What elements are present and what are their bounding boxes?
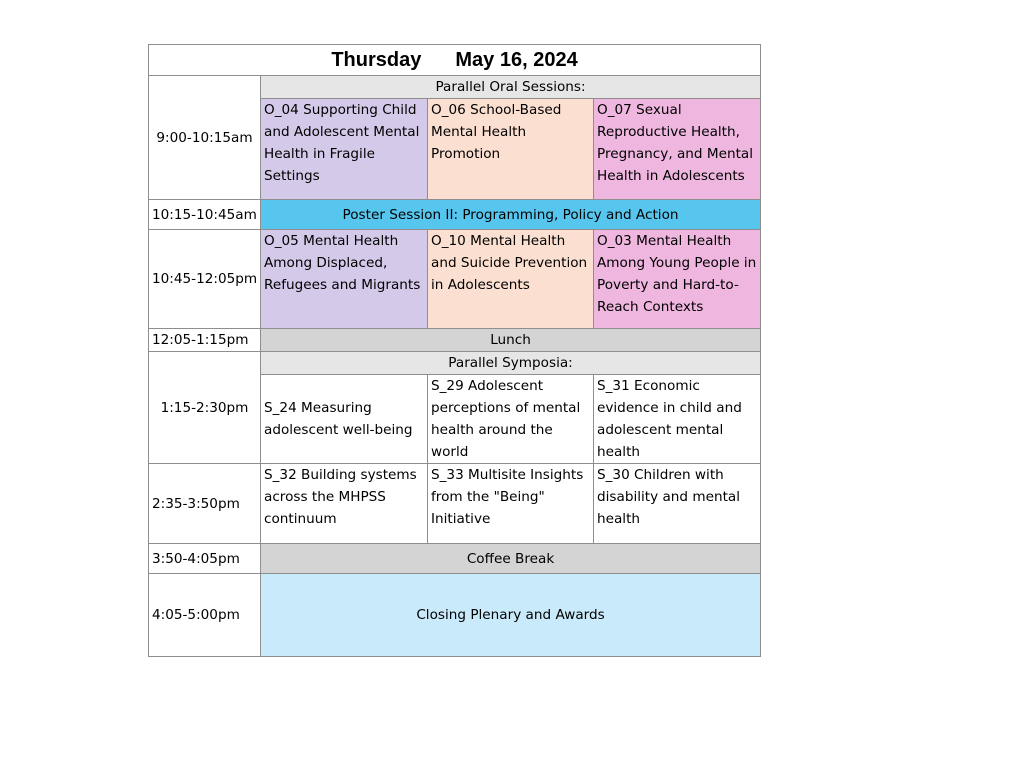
symposium-cell: S_32 Building systems across the MHPSS continuum <box>261 464 428 544</box>
symposium-cell: S_24 Measuring adolescent well-being <box>261 375 428 464</box>
time-slot-3: 1:15-2:30pm <box>149 352 261 464</box>
symposium-cell: S_31 Economic evidence in child and adolescent mental health <box>594 375 761 464</box>
time-slot-coffee: 3:50-4:05pm <box>149 544 261 574</box>
oral-sessions-header: Parallel Oral Sessions: <box>261 76 761 99</box>
schedule-table <box>148 44 761 657</box>
session-cell: O_06 School-Based Mental Health Promotion <box>428 99 594 200</box>
session-cell: O_10 Mental Health and Suicide Prevention in Adolescents <box>428 230 594 329</box>
time-slot-2: 10:45-12:05pm <box>149 230 261 329</box>
symposium-cell: S_33 Multisite Insights from the "Being" Initiative <box>428 464 594 544</box>
poster-session-cell: Poster Session II: Programming, Policy and Action <box>261 200 761 230</box>
time-slot-poster: 10:15-10:45am <box>149 200 261 230</box>
schedule-title <box>149 45 761 76</box>
time-slot-lunch: 12:05-1:15pm <box>149 329 261 352</box>
time-slot-1: 9:00-10:15am <box>149 76 261 200</box>
day-label: Thursday <box>331 49 422 71</box>
session-cell: O_05 Mental Health Among Displaced, Refugees and Migrants <box>261 230 428 329</box>
session-cell: O_07 Sexual Reproductive Health, Pregnancy, and Mental Health in Adolescents <box>594 99 761 200</box>
symposium-cell: S_29 Adolescent perceptions of mental health around the world <box>428 375 594 464</box>
session-cell: O_03 Mental Health Among Young People in Poverty and Hard-to-Reach Contexts <box>594 230 761 329</box>
session-cell: O_04 Supporting Child and Adolescent Mental Health in Fragile Settings <box>261 99 428 200</box>
lunch-cell: Lunch <box>261 329 761 352</box>
closing-plenary-cell: Closing Plenary and Awards <box>261 574 761 657</box>
symposia-header: Parallel Symposia: <box>261 352 761 375</box>
date-label: May 16, 2024 <box>455 49 578 71</box>
coffee-break-cell: Coffee Break <box>261 544 761 574</box>
time-slot-closing: 4:05-5:00pm <box>149 574 261 657</box>
symposium-cell: S_30 Children with disability and mental health <box>594 464 761 544</box>
time-slot-4: 2:35-3:50pm <box>149 464 261 544</box>
